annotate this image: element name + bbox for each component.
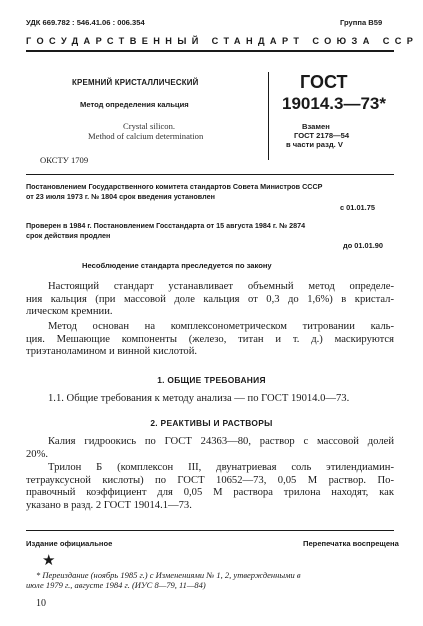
gost-number: 19014.3—73*	[282, 94, 386, 113]
header-rule	[26, 50, 394, 52]
section-1-title: 1. ОБЩИЕ ТРЕБОВАНИЯ	[157, 375, 266, 385]
official-edition: Издание официальное	[26, 539, 113, 548]
title-ru: КРЕМНИЙ КРИСТАЛЛИЧЕСКИЙ	[72, 78, 199, 87]
section-1-paragraph	[26, 393, 394, 406]
legal-notice: Несоблюдение стандарта преследуется по закону	[82, 261, 272, 270]
intro-paragraph-1	[26, 281, 394, 319]
title-block-rule	[26, 174, 394, 175]
section-2-p2-line4: указано в разд. 2 ГОСТ 19014.1—73.	[26, 499, 192, 511]
gost-label: ГОСТ	[300, 72, 348, 92]
section-1-text: 1.1. Общие требования к методу анализа — по ГОСТ 19014.0—73.	[48, 393, 350, 404]
intro-p1-line1: Настоящий стандарт устанавливает объемный метод определе-	[48, 281, 394, 292]
check-line2: срок действия продлен	[26, 231, 111, 240]
section-2-title: 2. РЕАКТИВЫ И РАСТВОРЫ	[150, 418, 273, 428]
group-code: Группа В59	[340, 18, 383, 27]
section-2-p2-line2: тетрауксусной кислоты) по ГОСТ 10652—73, 0,05 М раствор. По-	[26, 474, 394, 486]
section-2-p2-line3: правочный коэффициент для 0,05 М раствора трилона находят, как	[26, 487, 394, 499]
decree-line2: от 23 июля 1973 г. № 1804 срок введения установлен	[26, 192, 215, 201]
reprint-prohibited: Перепечатка воспрещена	[303, 539, 399, 548]
intro-p2-line1: Метод основан на комплексонометрическом титровании каль-	[48, 321, 394, 332]
intro-paragraph-2	[26, 321, 394, 359]
intro-p1-line2: ния кальция (при массовой доле кальция от 0,3 до 1,6%) в кристал-	[26, 293, 394, 305]
subtitle-ru: Метод определения кальция	[80, 100, 189, 109]
footer-rule	[26, 530, 394, 531]
intro-date: с 01.01.75	[340, 203, 375, 212]
okstu-code: ОКСТУ 1709	[40, 155, 89, 165]
decree-line1: Постановлением Государственного комитета стандартов Совета Министров СССР	[26, 182, 323, 191]
title-divider	[268, 72, 269, 160]
replaces-label: Взамен	[302, 122, 330, 131]
star-icon: ★	[42, 553, 56, 569]
reissue-note-line2: июле 1979 г., августе 1984 г. (ИУС 8—79, 11—84)	[26, 580, 206, 590]
title-en-line2: Method of calcium determination	[88, 131, 204, 141]
section-2-p1-line2: 20%.	[26, 448, 49, 460]
title-en-line1: Crystal silicon.	[123, 121, 176, 131]
intro-p2-line2: ция. Мешающие компоненты (железо, титан и т. д.) маскируются	[26, 333, 394, 345]
intro-p2-line3: триэтаноламином и винной кислотой.	[26, 346, 198, 358]
section-2-p1-line1: Калия гидроокись по ГОСТ 24363—80, раствор с массовой долей	[48, 436, 394, 447]
validity-date: до 01.01.90	[343, 241, 384, 250]
udk-code: УДК 669.782 : 546.41.06 : 006.354	[26, 18, 145, 27]
section-2-p2-line1: Трилон Б (комплексон III, двунатриевая соль этилендиамин-	[48, 462, 394, 473]
state-standard-banner: ГОСУДАРСТВЕННЫЙ СТАНДАРТ СОЮЗА ССР	[26, 36, 419, 46]
check-line1: Проверен в 1984 г. Постановлением Госстандарта от 15 августа 1984 г. № 2874	[26, 221, 306, 230]
replaces-gost: ГОСТ 2178—54	[294, 131, 350, 140]
replaces-scope: в части разд. V	[286, 140, 343, 149]
section-2-paragraph-1	[26, 436, 394, 461]
section-2-paragraph-2	[26, 462, 394, 512]
intro-p1-line3: лическом кремнии.	[26, 306, 113, 318]
reissue-note-line1: * Переиздание (ноябрь 1985 г.) с Изменениями № 1, 2, утвержденными в	[36, 570, 301, 580]
page-number: 10	[36, 598, 46, 609]
